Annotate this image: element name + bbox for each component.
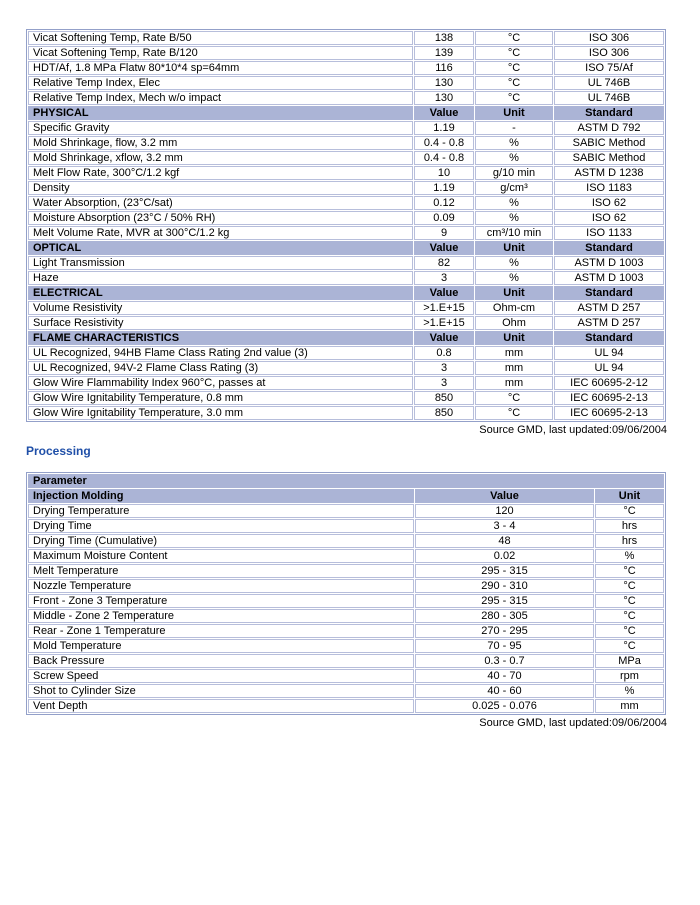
property-value-cell: 3 (414, 271, 474, 285)
processing-param-cell: Drying Time (28, 519, 414, 533)
processing-table (26, 472, 666, 715)
section-header-row (28, 286, 664, 300)
property-name-cell: Moisture Absorption (23°C / 50% RH) (28, 211, 413, 225)
property-unit-cell: % (475, 271, 553, 285)
processing-param-cell: Back Pressure (28, 654, 414, 668)
property-standard-cell: ISO 306 (554, 31, 664, 45)
processing-row (28, 639, 664, 653)
property-row (28, 346, 664, 360)
property-standard-cell: ASTM D 257 (554, 301, 664, 315)
property-value-cell: 1.19 (414, 181, 474, 195)
processing-unit-cell: °C (595, 579, 664, 593)
property-value-cell: 82 (414, 256, 474, 270)
processing-value-cell: 48 (415, 534, 594, 548)
processing-value-cell: 295 - 315 (415, 594, 594, 608)
property-unit-cell: °C (475, 91, 553, 105)
property-name-cell: Specific Gravity (28, 121, 413, 135)
property-row (28, 271, 664, 285)
property-name-cell: Surface Resistivity (28, 316, 413, 330)
property-row (28, 166, 664, 180)
processing-param-cell: Front - Zone 3 Temperature (28, 594, 414, 608)
property-standard-cell: UL 94 (554, 346, 664, 360)
section-name-cell: OPTICAL (28, 241, 413, 255)
property-value-cell: 0.8 (414, 346, 474, 360)
processing-unit-cell: hrs (595, 519, 664, 533)
processing-param-cell: Screw Speed (28, 669, 414, 683)
processing-unit-cell: % (595, 549, 664, 563)
processing-value-cell: 0.3 - 0.7 (415, 654, 594, 668)
property-name-cell: Density (28, 181, 413, 195)
property-standard-cell: ISO 75/Af (554, 61, 664, 75)
parameter-group-header-cell: Parameter (28, 474, 664, 488)
processing-unit-cell: °C (595, 564, 664, 578)
section-value-cell: Value (414, 106, 474, 120)
property-row (28, 391, 664, 405)
property-standard-cell: ASTM D 1238 (554, 166, 664, 180)
property-name-cell: Relative Temp Index, Elec (28, 76, 413, 90)
property-unit-cell: % (475, 196, 553, 210)
processing-row (28, 594, 664, 608)
section-header-row (28, 331, 664, 345)
property-standard-cell: SABIC Method (554, 151, 664, 165)
processing-row (28, 504, 664, 518)
property-row (28, 256, 664, 270)
processing-value-cell: 270 - 295 (415, 624, 594, 638)
property-name-cell: Mold Shrinkage, flow, 3.2 mm (28, 136, 413, 150)
property-name-cell: Light Transmission (28, 256, 413, 270)
processing-row (28, 624, 664, 638)
property-row (28, 151, 664, 165)
property-unit-cell: °C (475, 391, 553, 405)
property-row (28, 406, 664, 420)
property-standard-cell: IEC 60695-2-13 (554, 391, 664, 405)
property-value-cell: 850 (414, 406, 474, 420)
properties-table-body (28, 31, 664, 420)
property-name-cell: Glow Wire Ignitability Temperature, 0.8 mm (28, 391, 413, 405)
property-standard-cell: ISO 306 (554, 46, 664, 60)
section-standard-cell: Standard (554, 331, 664, 345)
section-unit-cell: Unit (475, 241, 553, 255)
property-unit-cell: % (475, 136, 553, 150)
processing-value-cell: 3 - 4 (415, 519, 594, 533)
property-row (28, 226, 664, 240)
property-row (28, 316, 664, 330)
processing-unit-cell: % (595, 684, 664, 698)
property-name-cell: Glow Wire Ignitability Temperature, 3.0 mm (28, 406, 413, 420)
processing-param-cell: Rear - Zone 1 Temperature (28, 624, 414, 638)
processing-param-cell: Drying Time (Cumulative) (28, 534, 414, 548)
processing-row (28, 699, 664, 713)
property-name-cell: Melt Volume Rate, MVR at 300°C/1.2 kg (28, 226, 413, 240)
property-name-cell: Vicat Softening Temp, Rate B/50 (28, 31, 413, 45)
property-unit-cell: g/cm³ (475, 181, 553, 195)
property-row (28, 121, 664, 135)
section-standard-cell: Standard (554, 241, 664, 255)
property-unit-cell: °C (475, 61, 553, 75)
property-name-cell: Melt Flow Rate, 300°C/1.2 kgf (28, 166, 413, 180)
property-standard-cell: ASTM D 792 (554, 121, 664, 135)
value-header-cell: Value (415, 489, 594, 503)
processing-unit-cell: MPa (595, 654, 664, 668)
processing-value-cell: 295 - 315 (415, 564, 594, 578)
property-value-cell: 0.09 (414, 211, 474, 225)
processing-value-cell: 290 - 310 (415, 579, 594, 593)
property-unit-cell: Ohm-cm (475, 301, 553, 315)
processing-unit-cell: °C (595, 639, 664, 653)
properties-table (26, 29, 666, 422)
processing-column-header-row (28, 489, 664, 503)
section-header-row (28, 106, 664, 120)
processing-param-cell: Melt Temperature (28, 564, 414, 578)
processing-row (28, 519, 664, 533)
processing-value-cell: 0.025 - 0.076 (415, 699, 594, 713)
section-unit-cell: Unit (475, 286, 553, 300)
property-unit-cell: °C (475, 406, 553, 420)
property-unit-cell: % (475, 211, 553, 225)
property-unit-cell: % (475, 151, 553, 165)
processing-row (28, 579, 664, 593)
processing-unit-cell: mm (595, 699, 664, 713)
processing-unit-cell: °C (595, 504, 664, 518)
processing-param-cell: Middle - Zone 2 Temperature (28, 609, 414, 623)
property-row (28, 181, 664, 195)
property-name-cell: Glow Wire Flammability Index 960°C, passes at (28, 376, 413, 390)
section-standard-cell: Standard (554, 286, 664, 300)
processing-unit-cell: °C (595, 609, 664, 623)
processing-value-cell: 0.02 (415, 549, 594, 563)
property-standard-cell: ASTM D 1003 (554, 256, 664, 270)
processing-param-cell: Mold Temperature (28, 639, 414, 653)
property-row (28, 196, 664, 210)
property-standard-cell: IEC 60695-2-13 (554, 406, 664, 420)
section-header-row (28, 241, 664, 255)
property-row (28, 136, 664, 150)
processing-param-cell: Nozzle Temperature (28, 579, 414, 593)
section-name-cell: FLAME CHARACTERISTICS (28, 331, 413, 345)
property-value-cell: 0.4 - 0.8 (414, 151, 474, 165)
section-name-cell: ELECTRICAL (28, 286, 413, 300)
section-name-cell: PHYSICAL (28, 106, 413, 120)
property-standard-cell: SABIC Method (554, 136, 664, 150)
property-name-cell: Vicat Softening Temp, Rate B/120 (28, 46, 413, 60)
processing-unit-cell: rpm (595, 669, 664, 683)
property-unit-cell: - (475, 121, 553, 135)
properties-source-note: Source GMD, last updated:09/06/2004 (479, 424, 667, 436)
property-unit-cell: mm (475, 346, 553, 360)
property-name-cell: UL Recognized, 94HB Flame Class Rating 2nd value (3) (28, 346, 413, 360)
property-name-cell: Haze (28, 271, 413, 285)
property-value-cell: 1.19 (414, 121, 474, 135)
property-unit-cell: mm (475, 361, 553, 375)
section-value-cell: Value (414, 286, 474, 300)
processing-row (28, 534, 664, 548)
property-unit-cell: °C (475, 46, 553, 60)
injection-molding-header-cell: Injection Molding (28, 489, 414, 503)
property-row (28, 361, 664, 375)
processing-row (28, 609, 664, 623)
property-row (28, 211, 664, 225)
section-unit-cell: Unit (475, 331, 553, 345)
property-value-cell: 130 (414, 91, 474, 105)
property-value-cell: 116 (414, 61, 474, 75)
property-row (28, 376, 664, 390)
processing-source-note: Source GMD, last updated:09/06/2004 (479, 717, 667, 729)
processing-param-cell: Drying Temperature (28, 504, 414, 518)
processing-unit-cell: °C (595, 594, 664, 608)
processing-param-cell: Vent Depth (28, 699, 414, 713)
processing-row (28, 564, 664, 578)
property-row (28, 76, 664, 90)
processing-row (28, 669, 664, 683)
property-standard-cell: ISO 1183 (554, 181, 664, 195)
processing-value-cell: 40 - 60 (415, 684, 594, 698)
property-standard-cell: UL 94 (554, 361, 664, 375)
processing-row (28, 549, 664, 563)
processing-value-cell: 40 - 70 (415, 669, 594, 683)
property-value-cell: 139 (414, 46, 474, 60)
property-standard-cell: ISO 62 (554, 211, 664, 225)
section-value-cell: Value (414, 241, 474, 255)
property-value-cell: >1.E+15 (414, 316, 474, 330)
processing-value-cell: 280 - 305 (415, 609, 594, 623)
property-row (28, 61, 664, 75)
property-standard-cell: ISO 1133 (554, 226, 664, 240)
property-value-cell: 850 (414, 391, 474, 405)
processing-param-cell: Shot to Cylinder Size (28, 684, 414, 698)
property-row (28, 31, 664, 45)
property-value-cell: 0.12 (414, 196, 474, 210)
property-row (28, 91, 664, 105)
processing-row (28, 654, 664, 668)
property-name-cell: Mold Shrinkage, xflow, 3.2 mm (28, 151, 413, 165)
property-row (28, 46, 664, 60)
processing-heading: Processing (26, 444, 91, 458)
property-standard-cell: ASTM D 257 (554, 316, 664, 330)
property-name-cell: UL Recognized, 94V-2 Flame Class Rating (3) (28, 361, 413, 375)
processing-value-cell: 70 - 95 (415, 639, 594, 653)
section-value-cell: Value (414, 331, 474, 345)
property-value-cell: >1.E+15 (414, 301, 474, 315)
property-row (28, 301, 664, 315)
processing-param-cell: Maximum Moisture Content (28, 549, 414, 563)
parameter-group-header-row (28, 474, 664, 488)
property-value-cell: 10 (414, 166, 474, 180)
property-value-cell: 3 (414, 376, 474, 390)
property-value-cell: 3 (414, 361, 474, 375)
property-value-cell: 138 (414, 31, 474, 45)
processing-value-cell: 120 (415, 504, 594, 518)
section-unit-cell: Unit (475, 106, 553, 120)
property-unit-cell: °C (475, 76, 553, 90)
processing-row (28, 684, 664, 698)
property-unit-cell: % (475, 256, 553, 270)
property-standard-cell: UL 746B (554, 91, 664, 105)
property-name-cell: HDT/Af, 1.8 MPa Flatw 80*10*4 sp=64mm (28, 61, 413, 75)
property-name-cell: Relative Temp Index, Mech w/o impact (28, 91, 413, 105)
section-standard-cell: Standard (554, 106, 664, 120)
property-unit-cell: mm (475, 376, 553, 390)
property-value-cell: 130 (414, 76, 474, 90)
unit-header-cell: Unit (595, 489, 664, 503)
property-value-cell: 0.4 - 0.8 (414, 136, 474, 150)
property-standard-cell: ISO 62 (554, 196, 664, 210)
processing-table-body (28, 474, 664, 713)
property-name-cell: Water Absorption, (23°C/sat) (28, 196, 413, 210)
processing-unit-cell: hrs (595, 534, 664, 548)
property-standard-cell: ASTM D 1003 (554, 271, 664, 285)
processing-unit-cell: °C (595, 624, 664, 638)
property-unit-cell: cm³/10 min (475, 226, 553, 240)
property-standard-cell: UL 746B (554, 76, 664, 90)
property-value-cell: 9 (414, 226, 474, 240)
property-unit-cell: °C (475, 31, 553, 45)
property-unit-cell: g/10 min (475, 166, 553, 180)
property-name-cell: Volume Resistivity (28, 301, 413, 315)
property-unit-cell: Ohm (475, 316, 553, 330)
property-standard-cell: IEC 60695-2-12 (554, 376, 664, 390)
